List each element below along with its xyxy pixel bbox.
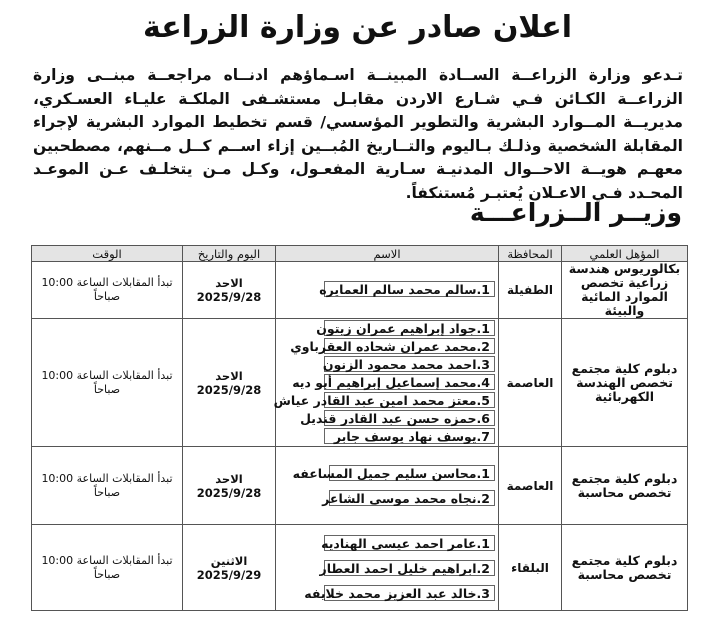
day-label: الاثنين xyxy=(210,553,248,568)
names-cell xyxy=(273,319,499,447)
day-label: الاحد xyxy=(215,471,243,486)
table-row xyxy=(32,262,688,319)
list-item xyxy=(290,338,495,354)
qualification-cell: دبلوم كلية مجتمع تخصص محاسبة xyxy=(562,525,688,611)
header-time: الوقت xyxy=(32,246,183,262)
governorate-cell: الطفيلة xyxy=(499,262,562,319)
header-qualification: المؤهل العلمي xyxy=(562,246,688,262)
date-value: 2025/9/28 xyxy=(196,485,262,500)
name-number: 2. xyxy=(476,338,490,354)
list-item xyxy=(321,535,495,551)
list-item xyxy=(292,374,495,390)
date-cell xyxy=(183,525,276,611)
time-cell: تبدأ المقابلات الساعة 10:00 صباحاً xyxy=(32,525,183,611)
list-item xyxy=(316,320,495,336)
list-item xyxy=(322,490,495,506)
table-header-row xyxy=(32,246,688,262)
governorate-cell: العاصمة xyxy=(499,447,562,525)
header-name: الاسم xyxy=(276,246,499,262)
table-row xyxy=(32,447,688,525)
governorate-cell: البلقاء xyxy=(499,525,562,611)
table-row xyxy=(32,319,688,447)
date-value: 2025/9/28 xyxy=(196,382,262,397)
list-item xyxy=(324,356,495,372)
candidate-name: خالد عبد العزيز محمد خلايفه xyxy=(304,585,477,601)
date-cell xyxy=(183,447,276,525)
time-cell: تبدأ المقابلات الساعة 10:00 صباحاً xyxy=(32,447,183,525)
name-number: 1. xyxy=(476,466,490,481)
name-number: 1. xyxy=(476,320,490,336)
names-cell xyxy=(276,262,499,319)
list-item xyxy=(300,410,495,426)
qualification-cell: دبلوم كلية مجتمع تخصص محاسبة xyxy=(562,447,688,525)
list-item xyxy=(319,560,495,576)
header-governorate: المحافظة xyxy=(499,246,562,262)
names-cell xyxy=(276,525,499,611)
name-number: 6. xyxy=(476,410,490,426)
interview-table xyxy=(31,245,688,611)
candidate-name: احمد محمد محمود الزنون xyxy=(322,356,477,372)
list-item xyxy=(319,281,495,297)
table-row xyxy=(32,525,688,611)
candidate-name: محاسن سليم جميل المساعفه xyxy=(292,466,477,481)
qualification-cell: دبلوم كلية مجتمع تخصص الهندسة الكهربائية xyxy=(562,319,688,447)
candidate-name: يوسف نهاد يوسف جابر xyxy=(333,428,477,444)
name-number: 2. xyxy=(476,560,490,576)
candidate-name: ابراهيم خليل احمد العطار xyxy=(319,560,477,576)
candidate-name: محمد إسماعيل إبراهيم أبو ديه xyxy=(292,374,477,390)
list-item xyxy=(324,428,495,444)
qualification-cell: بكالوريوس هندسة زراعية تخصص الموارد المائية والبيئة xyxy=(562,262,688,319)
time-cell: تبدأ المقابلات الساعة 10:00 صباحاً xyxy=(32,262,183,319)
list-item xyxy=(273,392,495,408)
candidate-name: نجاه محمد موسى الشاعر xyxy=(322,491,477,506)
name-number: 4. xyxy=(476,374,490,390)
governorate-cell: العاصمة xyxy=(499,319,562,447)
name-number: 1. xyxy=(476,282,490,297)
minister-signature: وزيــر الــزراعـــة xyxy=(469,198,682,227)
name-number: 3. xyxy=(476,585,490,601)
page-title: اعلان صادر عن وزارة الزراعة xyxy=(143,10,572,45)
names-cell xyxy=(276,447,499,525)
name-number: 1. xyxy=(476,535,490,551)
candidate-name: معتز محمد امين عبد القادر عياش xyxy=(273,392,477,408)
list-item xyxy=(304,585,495,601)
candidate-name: سالم محمد سالم العمايره xyxy=(319,282,477,297)
header-date: اليوم والتاريخ xyxy=(183,246,276,262)
date-value: 2025/9/28 xyxy=(196,290,262,304)
list-item xyxy=(292,465,495,481)
name-number: 7. xyxy=(476,428,490,444)
name-number: 5. xyxy=(476,392,490,408)
date-cell xyxy=(183,319,276,447)
candidate-name: محمد عمران شحاده العقرباوي xyxy=(290,338,477,354)
candidate-name: جواد إبراهيم عمران زيتون xyxy=(316,320,477,336)
announcement-body: تـدعو وزارة الزراعــة الســادة المبينــة اسـماؤهم ادنــاه مراجعــة مبنــى وزارة الزراعــة الكـائن فـي شـارع الاردن مقابـل مستشـفى الملكـة عليـاء العسـكري، مديريــة المــوارد البشرية والتطوير المؤسسي/ قسم تخطيط الموارد البشرية لإجراء المقابلة الشخصية وذلـك بـاليوم والتــاريخ المُبــين إزاء اســم كــل مــنهم، مصطحبين معهـم هويــة الاحــوال المدنيـة سـارية المفعـول، وكـل مـن يتخلـف عـن الموعـد المحـدد فـي الاعـلان يُعتبـر مُستنكفاً. xyxy=(33,66,683,202)
time-cell: تبدأ المقابلات الساعة 10:00 صباحاً xyxy=(32,319,183,447)
day-label: الاحد xyxy=(215,276,243,290)
candidate-name: عامر احمد عيسى الهناديه xyxy=(321,535,477,551)
name-number: 2. xyxy=(476,491,490,506)
candidate-name: حمزه حسن عبد القادر قنديل xyxy=(300,410,477,426)
date-value: 2025/9/29 xyxy=(196,567,262,582)
day-label: الاحد xyxy=(215,368,243,383)
name-number: 3. xyxy=(476,356,490,372)
date-cell xyxy=(183,262,276,319)
